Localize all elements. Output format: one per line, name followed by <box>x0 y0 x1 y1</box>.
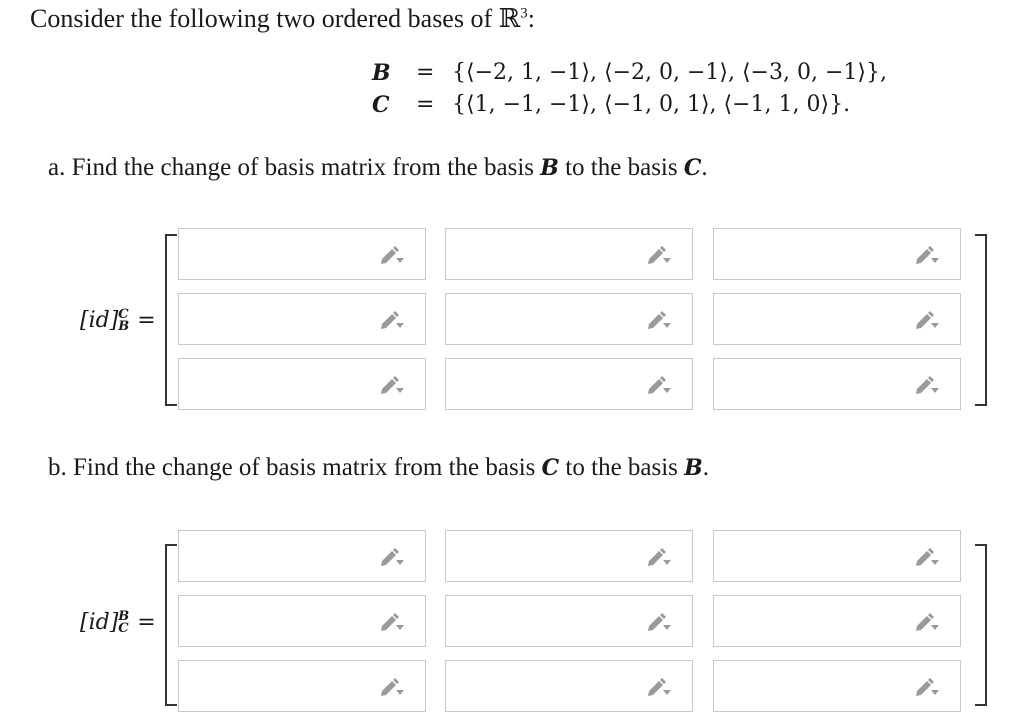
pencil-dropdown-icon[interactable] <box>913 676 941 698</box>
pencil-dropdown-icon[interactable] <box>645 676 673 698</box>
pencil-dropdown-icon[interactable] <box>913 611 941 633</box>
pencil-dropdown-icon[interactable] <box>913 309 941 331</box>
pencil-dropdown-icon[interactable] <box>645 374 673 396</box>
matrix-a-right-bracket <box>975 234 987 406</box>
pencil-dropdown-icon[interactable] <box>645 309 673 331</box>
pencil-dropdown-icon[interactable] <box>378 676 406 698</box>
basis-b-equals: = <box>416 60 435 85</box>
pencil-dropdown-icon[interactable] <box>378 244 406 266</box>
basis-b-value: {⟨−2, 1, −1⟩, ⟨−2, 0, −1⟩, ⟨−3, 0, −1⟩}, <box>452 60 887 85</box>
question-b: b. Find the change of basis matrix from the basis C to the basis B. <box>48 454 710 481</box>
matrix-b-left-bracket <box>165 544 177 706</box>
basis-b-name: B <box>372 60 391 86</box>
pencil-dropdown-icon[interactable] <box>913 374 941 396</box>
matrix-b-right-bracket <box>975 544 987 706</box>
matrix-b-label: [id] B C = <box>80 609 156 636</box>
basis-c-equals: = <box>416 92 435 117</box>
pencil-dropdown-icon[interactable] <box>913 244 941 266</box>
intro-text: Consider the following two ordered bases of ℝ$^3$: <box>30 4 535 33</box>
pencil-dropdown-icon[interactable] <box>378 546 406 568</box>
matrix-a-label: [id] C B = <box>80 307 156 334</box>
pencil-dropdown-icon[interactable] <box>645 611 673 633</box>
basis-c-value: {⟨1, −1, −1⟩, ⟨−1, 0, 1⟩, ⟨−1, 1, 0⟩}. <box>452 92 851 117</box>
question-a: a. Find the change of basis matrix from the basis B to the basis C. <box>48 154 708 181</box>
pencil-dropdown-icon[interactable] <box>913 546 941 568</box>
basis-c-name: C <box>372 92 390 118</box>
pencil-dropdown-icon[interactable] <box>378 309 406 331</box>
field-symbol: ℝ <box>498 4 521 33</box>
pencil-dropdown-icon[interactable] <box>378 611 406 633</box>
matrix-a-left-bracket <box>165 234 177 406</box>
pencil-dropdown-icon[interactable] <box>645 244 673 266</box>
pencil-dropdown-icon[interactable] <box>378 374 406 396</box>
field-power: 3 <box>520 5 528 22</box>
pencil-dropdown-icon[interactable] <box>645 546 673 568</box>
